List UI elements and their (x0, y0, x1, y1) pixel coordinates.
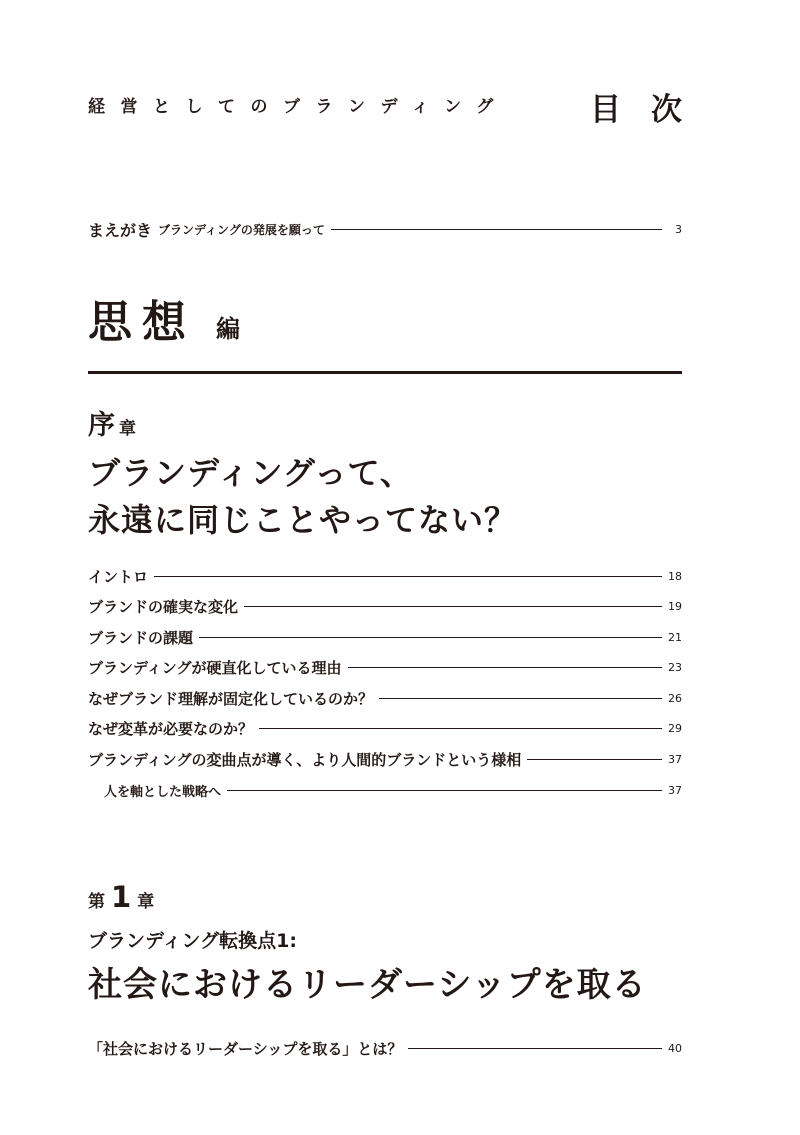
prologue-label-main: 序 (88, 410, 115, 441)
book-title: 経営としてのブランディング (88, 97, 509, 117)
toc-entry-label: ブランドの課題 (88, 629, 194, 647)
leader-line (527, 759, 662, 760)
leader-line (244, 606, 662, 607)
leader-line (379, 698, 662, 699)
section-divider (88, 371, 682, 374)
prologue-label-suffix: 章 (119, 419, 136, 439)
toc-subentry-label: 人を軸とした戦略へ (104, 785, 222, 800)
page-number: 37 (668, 753, 682, 766)
prologue-title-line2: 永遠に同じことやってない？ (88, 501, 518, 539)
toc-entry[interactable] (88, 627, 682, 648)
page-number: 18 (668, 570, 682, 583)
toc-entry[interactable] (88, 688, 682, 709)
preface-label: まえがき (88, 221, 153, 240)
leader-line (154, 576, 662, 577)
part-title: 思想 (88, 297, 196, 348)
toc-entry-label: ブランドの確実な変化 (88, 598, 239, 616)
leader-line (199, 637, 662, 638)
page-number: 40 (668, 1042, 682, 1055)
prologue-label (88, 403, 136, 442)
chapter1-title: 社会におけるリーダーシップを取る (88, 965, 647, 1005)
toc-entry[interactable] (88, 1038, 682, 1059)
toc-entry-label: 「社会におけるリーダーシップを取る」とは？ (88, 1040, 403, 1058)
toc-entry[interactable] (88, 596, 682, 617)
toc-entry[interactable] (88, 566, 682, 587)
toc-entry[interactable] (88, 749, 682, 770)
preface-subtitle: ブランディングの発展を願って (158, 223, 325, 237)
toc-entry-preface[interactable] (88, 218, 682, 241)
toc-entry-label: なぜ変革が必要なのか？ (88, 720, 254, 738)
chapter1-label (88, 880, 154, 914)
page-number: 29 (668, 722, 682, 735)
leader-line (227, 790, 662, 791)
leader-line (408, 1048, 662, 1049)
page-number: 21 (668, 631, 682, 644)
page-number: 26 (668, 692, 682, 705)
toc-entry[interactable] (88, 657, 682, 678)
toc-heading: 目次 (590, 92, 712, 128)
chapter1-subtitle: ブランディング転換点1: (88, 930, 297, 952)
prologue-title-line1: ブランディングって、 (88, 454, 413, 492)
leader-line (259, 728, 662, 729)
page-number: 3 (675, 223, 682, 236)
toc-entry[interactable] (88, 718, 682, 739)
page-number: 19 (668, 600, 682, 613)
part-suffix: 編 (216, 315, 240, 343)
chapter1-label-suffix: 章 (137, 892, 155, 912)
toc-entry-label: なぜブランド理解が固定化しているのか？ (88, 690, 374, 708)
toc-entry-label: ブランディングが硬直化している理由 (88, 659, 342, 677)
page-number: 37 (668, 784, 682, 797)
leader-line (331, 229, 662, 230)
toc-entry-label: ブランディングの変曲点が導く、より人間的ブランドという様相 (88, 751, 522, 769)
leader-line (348, 667, 662, 668)
toc-subentry[interactable] (88, 781, 682, 800)
chapter1-number: 1 (111, 880, 132, 914)
page-number: 23 (668, 661, 682, 674)
toc-entry-label: イントロ (88, 568, 149, 586)
chapter1-label-prefix: 第 (88, 892, 105, 912)
